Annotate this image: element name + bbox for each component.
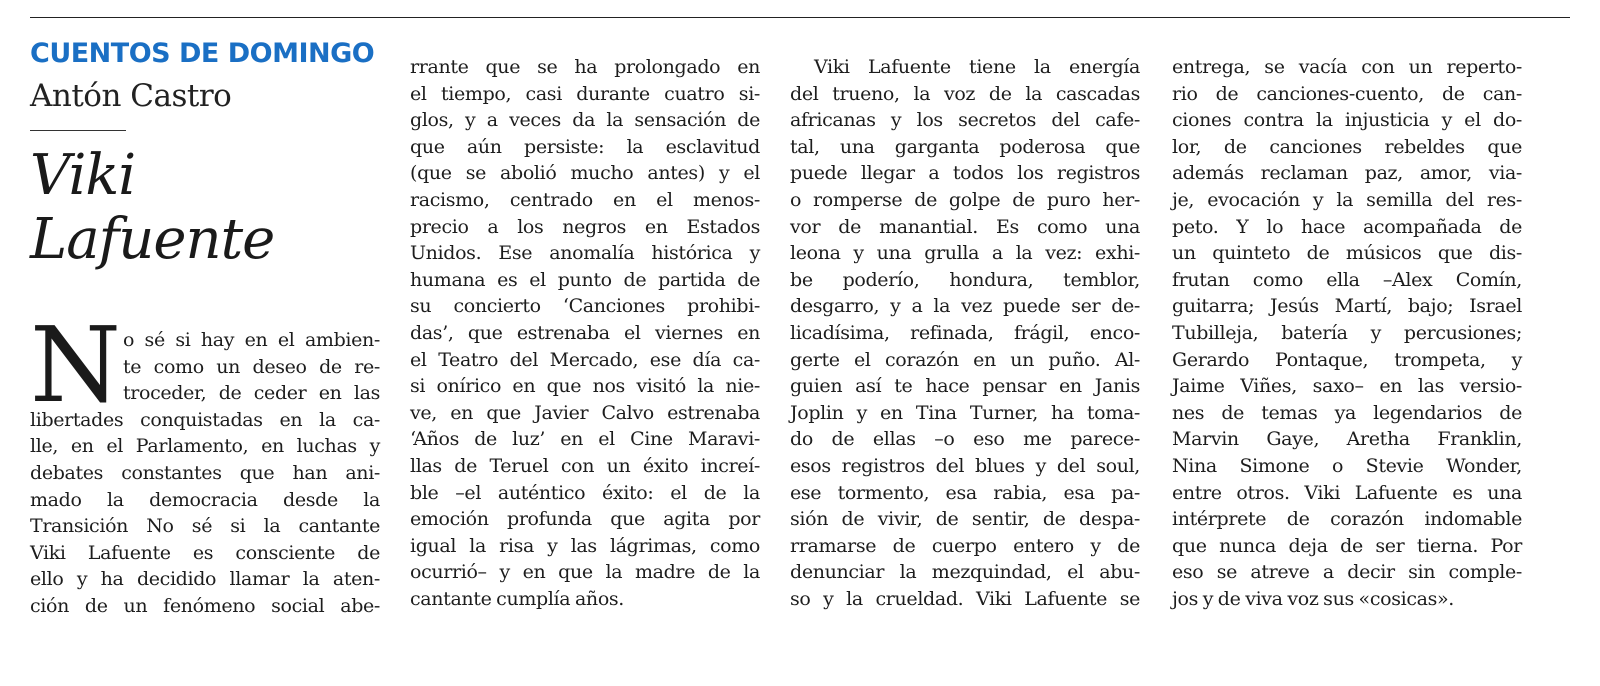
text-line: ve, en que Javier Calvo estrenaba (410, 401, 760, 424)
text-line: humana es el punto de partida de (410, 268, 760, 291)
text-line: te como un deseo de re- (123, 355, 380, 378)
headline-line-2: Lafuente (30, 207, 275, 272)
text-line: puede llegar a todos los registros (790, 162, 1140, 185)
text-line: además reclaman paz, amor, via- (1172, 162, 1522, 185)
text-line: Jaime Viñes, saxo– en las versio- (1172, 375, 1522, 398)
text-line: entrega, se vacía con un reperto- (1172, 56, 1522, 78)
text-line: leona y una grulla a la vez: exhi- (790, 242, 1140, 265)
drop-cap: N (30, 304, 121, 426)
text-line: entre otros. Viki Lafuente es una (1172, 481, 1522, 504)
text-line: nes de temas ya legendarios de (1172, 401, 1522, 424)
text-line: be poderío, hondura, temblor, (790, 268, 1140, 291)
article-column-2 (410, 54, 760, 612)
text-line: africanas y los secretos del cafe- (790, 109, 1140, 132)
text-line: o sé si hay en el ambien- (123, 329, 380, 351)
text-line: emoción profunda que agita por (410, 508, 760, 531)
text-line: precio a los negros en Estados (410, 215, 760, 238)
text-line: rio de canciones-cuento, de can- (1172, 82, 1522, 105)
headline-line-1: Viki (30, 143, 136, 208)
text-line: ocurrió– y en que la madre de la (410, 561, 760, 584)
text-line: ción de un fenómeno social abe- (30, 594, 380, 617)
text-line: Gerardo Pontaque, trompeta, y (1172, 348, 1522, 371)
text-line: racismo, centrado en el menos- (410, 188, 760, 211)
text-line: debates constantes que han ani- (30, 461, 380, 484)
text-line: lle, en el Parlamento, en luchas y (30, 435, 380, 458)
text-line: Tubilleja, batería y percusiones; (1172, 321, 1522, 344)
article-column-3 (790, 54, 1140, 612)
text-line: licadísima, refinada, frágil, enco- (790, 321, 1140, 344)
text-line: peto. Y lo hace acompañada de (1172, 215, 1522, 238)
text-line: sión de vivir, de sentir, de despa- (790, 508, 1140, 531)
article-column-1 (30, 327, 380, 620)
text-line: denunciar la mezquindad, el abu- (790, 561, 1140, 584)
text-line: do de ellas –o eso me parece- (790, 428, 1140, 451)
text-line: su concierto ‘Canciones prohibi- (410, 295, 760, 318)
text-line: ‘Años de luz’ en el Cine Maravi- (410, 428, 760, 451)
text-line: un quinteto de músicos que dis- (1172, 242, 1522, 265)
text-line: esos registros del blues y del soul, (790, 454, 1140, 477)
text-line: Nina Simone o Stevie Wonder, (1172, 454, 1522, 477)
text-line: rrante que se ha prolongado en (410, 56, 760, 78)
text-line: ble –el auténtico éxito: el de la (410, 481, 760, 504)
author-byline: Antón Castro (30, 78, 232, 114)
text-line: lor, de canciones rebeldes que (1172, 135, 1522, 158)
text-line: glos, y a veces da la sensación de (410, 109, 760, 132)
text-line: das’, que estrenaba el viernes en (410, 321, 760, 344)
text-line: que aún persiste: la esclavitud (410, 135, 760, 158)
text-line: vor de manantial. Es como una (790, 215, 1140, 238)
text-line: Viki Lafuente es consciente de (30, 541, 380, 564)
text-line: rramarse de cuerpo entero y de (790, 534, 1140, 557)
text-line: el tiempo, casi durante cuatro si- (410, 82, 760, 105)
text-line: Joplin y en Tina Turner, ha toma- (790, 401, 1140, 424)
text-line: Marvin Gaye, Aretha Franklin, (1172, 428, 1522, 451)
text-line: gerte el corazón en un puño. Al- (790, 348, 1140, 371)
text-line: troceder, de ceder en las (123, 382, 380, 405)
text-line: el Teatro del Mercado, ese día ca- (410, 348, 760, 371)
text-line: tal, una garganta poderosa que (790, 135, 1140, 158)
top-rule (30, 17, 1570, 18)
text-line: frutan como ella –Alex Comín, (1172, 268, 1522, 291)
author-divider (30, 130, 126, 131)
text-line: Unidos. Ese anomalía histórica y (410, 242, 760, 265)
text-line: libertades conquistadas en la ca- (30, 408, 380, 431)
article-column-4 (1172, 54, 1522, 612)
text-line: cantante cumplía años. (410, 587, 624, 610)
text-line: ello y ha decidido llamar la aten- (30, 568, 380, 591)
text-line: llas de Teruel con un éxito increí- (410, 454, 760, 477)
text-line: so y la crueldad. Viki Lafuente se (790, 587, 1140, 610)
text-line: intérprete de corazón indomable (1172, 508, 1522, 531)
text-line: ciones contra la injusticia y el do- (1172, 109, 1522, 132)
text-line: si onírico en que nos visitó la nie- (410, 375, 760, 398)
text-line: igual la risa y las lágrimas, como (410, 534, 760, 557)
text-line: ese tormento, esa rabia, esa pa- (790, 481, 1140, 504)
text-line: del trueno, la voz de la cascadas (790, 82, 1140, 105)
text-line: que nunca deja de ser tierna. Por (1172, 534, 1522, 557)
text-line: desgarro, y a la vez puede ser de- (790, 295, 1140, 318)
text-line: o romperse de golpe de puro her- (790, 188, 1140, 211)
text-line: eso se atreve a decir sin comple- (1172, 561, 1522, 584)
text-line: mado la democracia desde la (30, 488, 380, 511)
text-line: (que se abolió mucho antes) y el (410, 162, 760, 185)
text-line: guien así te hace pensar en Janis (790, 375, 1140, 398)
text-line: je, evocación y la semilla del res- (1172, 188, 1522, 211)
text-line: jos y de viva voz sus «cosicas». (1172, 587, 1454, 610)
text-line: Viki Lafuente tiene la energía (814, 56, 1140, 78)
text-line: Transición No sé si la cantante (30, 515, 380, 538)
section-label: CUENTOS DE DOMINGO (30, 38, 375, 69)
text-line: guitarra; Jesús Martí, bajo; Israel (1172, 295, 1522, 318)
headline (30, 144, 274, 272)
